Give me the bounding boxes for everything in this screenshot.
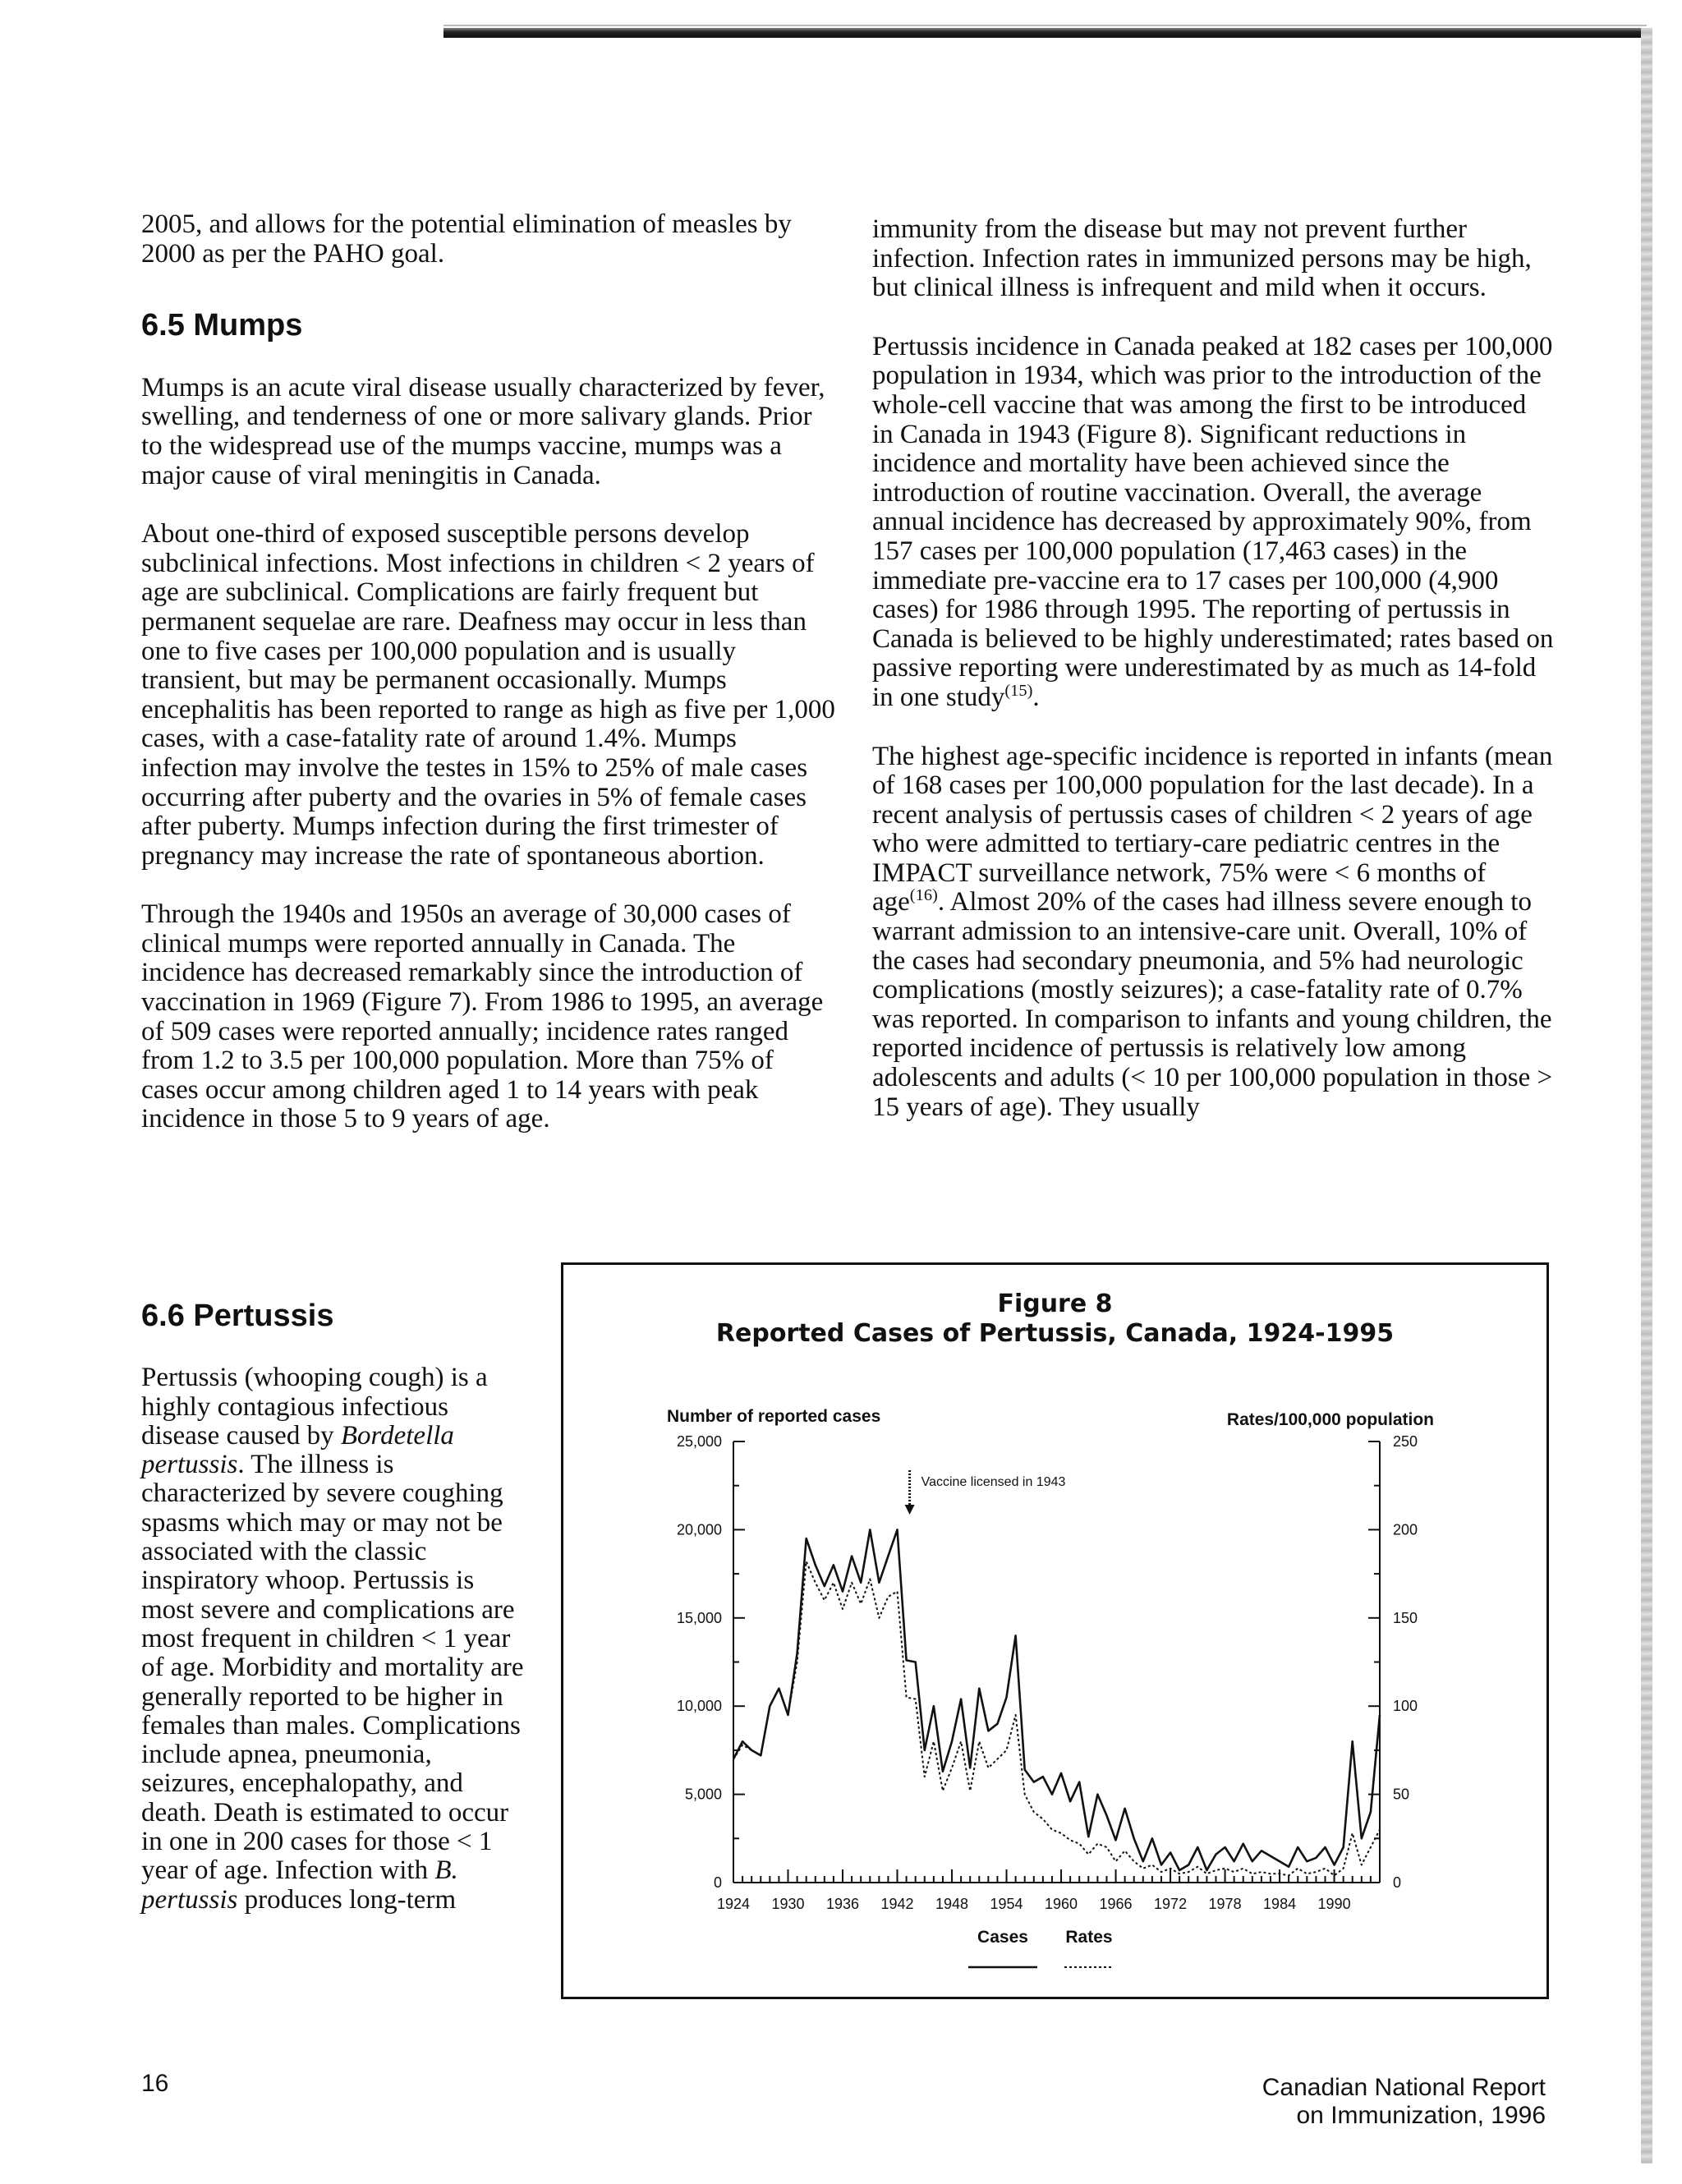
legend-rates-label: Rates <box>1065 1928 1113 1947</box>
legend-cases-label: Cases <box>977 1928 1028 1947</box>
cases-line <box>733 1529 1380 1870</box>
paragraph-mumps-3: Through the 1940s and 1950s an average of 30,000 cases of clinical mumps were reported annually in Canada. The incidence has decreased remarkably since the introduction of vaccination in 1969 (Figure 7). From 1986 to 1995, an average of 509 cases were reported annually; incidence rates ranged from 1.2 to 3.5 per 100,000 population. More than 75% of cases occur among children aged 1 to 14 years with peak incidence in those 5 to 9 years of age. <box>141 899 824 1134</box>
right-tick-label: 100 <box>1393 1698 1418 1715</box>
page-number: 16 <box>141 2070 169 2097</box>
left-axis-title: Number of reported cases <box>667 1407 881 1426</box>
figure-title: Reported Cases of Pertussis, Canada, 1924-1995 <box>715 1319 1395 1348</box>
pertussis-chart <box>563 1265 1546 1997</box>
left-tick-label: 10,000 <box>676 1698 722 1715</box>
chart-legend <box>968 1928 1114 1967</box>
right-tick-label: 250 <box>1393 1433 1418 1450</box>
chart-axes <box>677 1433 1418 1912</box>
x-tick-label: 1960 <box>1045 1896 1078 1912</box>
paragraph-mumps-2: About one-third of exposed susceptible persons develop subclinical infections. Most infections in children < 2 years of age are subclinical. Complications are fairly frequent but permanent sequelae are rare. Deafness may occur in less than one to five cases per 100,000 population and is usually transient, but may be permanent occasionally. Mumps encephalitis has been reported to range as high as five per 1,000 cases, with a case-fatality rate of around 1.4%. Mumps infection may involve the testes in 15% to 25% of male cases occurring after puberty and the ovaries in 5% of female cases after puberty. Mumps infection during the first trimester of pregnancy may increase the rate of spontaneous abortion. <box>141 519 835 871</box>
figure-8 <box>561 1262 1549 1999</box>
right-tick-label: 0 <box>1393 1874 1402 1891</box>
x-tick-label: 1966 <box>1099 1896 1133 1912</box>
x-tick-label: 1972 <box>1154 1896 1188 1912</box>
x-tick-label: 1936 <box>825 1896 860 1912</box>
pertussis-section <box>141 1299 527 1915</box>
x-tick-label: 1990 <box>1317 1896 1351 1912</box>
vaccine-annotation: Vaccine licensed in 1943 <box>921 1475 1066 1489</box>
x-tick-label: 1948 <box>935 1896 969 1912</box>
x-tick-label: 1984 <box>1263 1896 1297 1912</box>
x-tick-label: 1954 <box>990 1896 1023 1912</box>
heading-pertussis: 6.6 Pertussis <box>141 1299 334 1333</box>
x-tick-label: 1942 <box>880 1896 914 1912</box>
figure-label: Figure 8 <box>997 1290 1113 1318</box>
right-tick-label: 50 <box>1393 1786 1410 1803</box>
left-tick-label: 25,000 <box>676 1433 722 1450</box>
right-axis-title: Rates/100,000 population <box>1226 1410 1434 1429</box>
right-tick-label: 150 <box>1393 1609 1418 1626</box>
paragraph-pertussis-age: The highest age-specific incidence is reported in infants (mean of 168 cases per 100,000 population for the last decade). In a recent analysis of pertussis cases of children < 2 years of age who were admitted to tertiary-care pediatric centres in the IMPACT surveillance network, 75% were < 6 months of age$^{(16)}$. Almost 20% of the cases had illness severe enough to warrant admission to an intensive-care unit. Overall, 10% of the cases had secondary pneumonia, and 5% had neurologic complications (mostly seizures); a case-fatality rate of 0.7% was reported. In comparison to infants and young children, the reported incidence of pertussis is relatively low among adolescents and adults (< 10 per 100,000 population in those > 15 years of age). They usually <box>872 741 1553 1122</box>
page-edge-shadow <box>1641 28 1652 2163</box>
x-tick-label: 1978 <box>1208 1896 1242 1912</box>
left-tick-label: 15,000 <box>676 1609 722 1626</box>
header-rule <box>443 28 1647 38</box>
paragraph-immunity: immunity from the disease but may not prevent further infection. Infection rates in immunized persons may be high, but clinical illness is infrequent and mild when it occurs. <box>872 214 1532 303</box>
paragraph-pertussis-incidence: Pertussis incidence in Canada peaked at 182 cases per 100,000 population in 1934, which was prior to the introduction of the whole-cell vaccine that was among the first to be introduced in Canada in 1943 (Figure 8). Significant reductions in incidence and mortality have been achieved since the introduction of routine vaccination. Overall, the average annual incidence has decreased by approximately 90%, from 157 cases per 100,000 population (17,463 cases) in the immediate pre-vaccine era to 17 cases per 100,000 (4,900 cases) for 1986 through 1995. The reporting of pertussis in Canada is believed to be highly underestimated; rates based on passive reporting were underestimated by as much as 14-fold in one study$^{(15)}$. <box>872 331 1554 712</box>
left-tick-label: 20,000 <box>676 1521 722 1538</box>
paragraph-measles-end: 2005, and allows for the potential elimination of measles by 2000 as per the PAHO goal. <box>141 209 792 269</box>
organism-name-short: B. pertussis <box>141 1855 458 1915</box>
footer-report-title: Canadian National Report on Immunization, 1996 <box>1262 2074 1546 2129</box>
header-rule-thin <box>443 25 1647 26</box>
right-column <box>872 215 1554 1122</box>
x-tick-label: 1924 <box>716 1896 751 1912</box>
paragraph-mumps-1: Mumps is an acute viral disease usually characterized by fever, swelling, and tenderness of one or more salivary glands. Prior to the widespread use of the mumps vaccine, mumps was a major cause of viral meningitis in Canada. <box>141 372 825 490</box>
heading-mumps: 6.5 Mumps <box>141 308 303 343</box>
left-column <box>141 210 835 1134</box>
reference-16: (16) <box>909 886 938 905</box>
right-tick-label: 200 <box>1393 1521 1418 1538</box>
chart-lines <box>733 1529 1380 1875</box>
left-tick-label: 0 <box>713 1874 722 1891</box>
organism-name: Bordetella pertussis <box>141 1420 454 1480</box>
vaccine-arrowhead <box>905 1505 915 1515</box>
reference-15: (15) <box>1004 681 1033 700</box>
rates-line <box>733 1561 1380 1875</box>
x-tick-label: 1930 <box>771 1896 805 1912</box>
paragraph-pertussis-intro: Pertussis (whooping cough) is a highly contagious infectious disease caused by Bordetella pertussis. The illness is characterized by severe coughing spasms which may or may not be associated with the classic inspiratory whoop. Pertussis is most severe and complications are most frequent in children < 1 year of age. Morbidity and mortality are generally reported to be higher in females than males. Complications include apnea, pneumonia, seizures, encephalopathy, and death. Death is estimated to occur in one in 200 cases for those < 1 year of age. Infection with B. pertussis produces long-term <box>141 1363 524 1915</box>
left-tick-label: 5,000 <box>684 1786 722 1803</box>
